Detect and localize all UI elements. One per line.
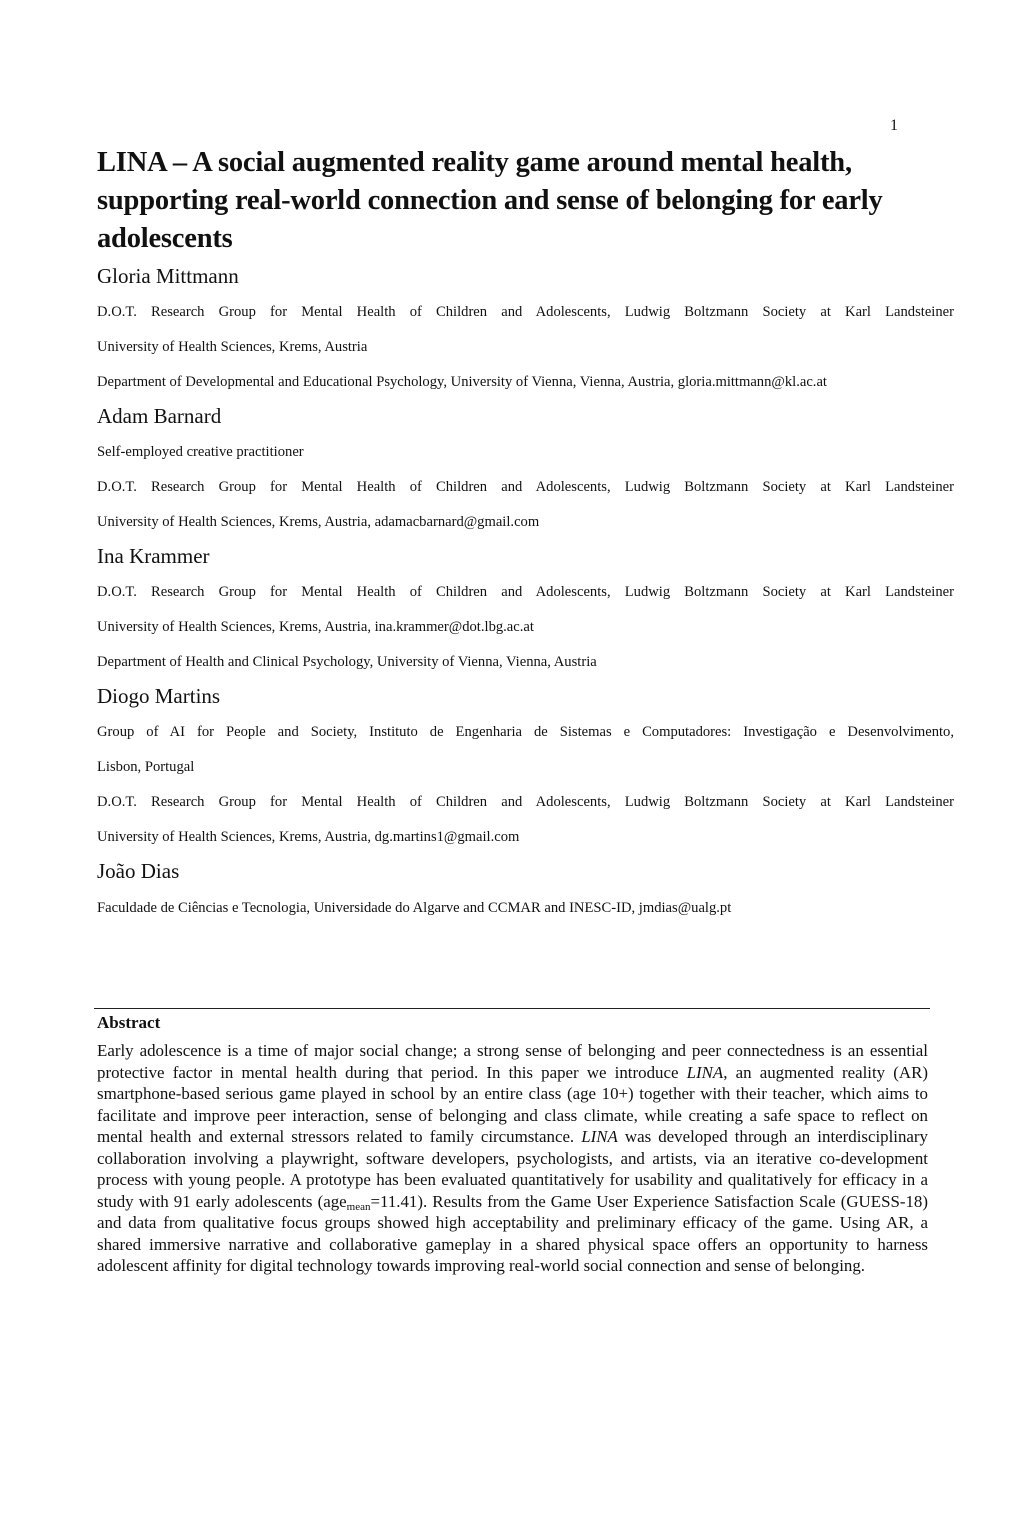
author-name: João Dias — [97, 859, 180, 883]
author-affiliation: University of Health Sciences, Krems, Austria, dg.martins1@gmail.com — [97, 829, 520, 845]
abstract-text: =11.41). Results from the Game User Experience Satisfaction Scale (GUESS-18) and data from qualitative focus groups showed high acceptability and preliminary efficacy of the game. Using AR, a shared immersive narrative and collaborative gameplay in a shared physical space offers an opportunity to harness adolescent affinity for digital technology towards improving real-world social connection and sense of belonging. — [97, 1191, 928, 1275]
author-affiliation: D.O.T. Research Group for Mental Health of Children and Adolescents, Ludwig Boltzmann Society at Karl Landsteiner — [97, 584, 954, 600]
paper-title: LINA – A social augmented reality game around mental health, supporting real-world connection and sense of belonging for early adolescents — [97, 147, 883, 254]
author-affiliation: University of Health Sciences, Krems, Austria, adamacbarnard@gmail.com — [97, 514, 540, 530]
game-name: LINA — [581, 1127, 618, 1146]
author-name: Ina Krammer — [97, 544, 210, 568]
game-name: LINA — [686, 1062, 724, 1082]
author-affiliation: Department of Health and Clinical Psychology, University of Vienna, Vienna, Austria — [97, 654, 597, 670]
abstract-text: Early adolescence is a time of major social change; a strong sense of belonging and peer connectedness is an essential protective factor in mental health during that period. In this paper we introduce — [97, 1041, 928, 1082]
section-divider — [94, 1008, 930, 1009]
abstract-text: , an augmented reality (AR) smartphone-based serious game played in school by an entire class (age 10+) together with their teacher, which aims to facilitate and improve peer interaction, sense of belonging and class climate, while creating a safe space to reflect on mental health and external stressors related to family circumstance. — [97, 1062, 928, 1146]
author-name: Diogo Martins — [97, 684, 221, 708]
author-affiliation: D.O.T. Research Group for Mental Health of Children and Adolescents, Ludwig Boltzmann Society at Karl Landsteiner — [97, 304, 954, 320]
author-affiliation: Self-employed creative practitioner — [97, 444, 304, 460]
author-affiliation: Faculdade de Ciências e Tecnologia, Universidade do Algarve and CCMAR and INESC-ID, jmdias@ualg.pt — [97, 900, 732, 916]
author-affiliation: D.O.T. Research Group for Mental Health of Children and Adolescents, Ludwig Boltzmann Society at Karl Landsteiner — [97, 794, 954, 810]
author-affiliation: Lisbon, Portugal — [97, 759, 195, 775]
abstract-heading: Abstract — [97, 1013, 161, 1032]
author-name: Adam Barnard — [97, 404, 222, 428]
page-number: 1 — [890, 117, 898, 134]
author-affiliation: Group of AI for People and Society, Instituto de Engenharia de Sistemas e Computadores: Investigação e Desenvolvimento, — [97, 724, 954, 740]
age-subscript: mean — [346, 1200, 371, 1213]
author-affiliation: Department of Developmental and Educational Psychology, University of Vienna, Vienna, Austria, gloria.mittmann@kl.ac.at — [97, 374, 827, 390]
author-affiliation: D.O.T. Research Group for Mental Health of Children and Adolescents, Ludwig Boltzmann Society at Karl Landsteiner — [97, 479, 954, 495]
abstract-text: was developed through an interdisciplinary collaboration involving a playwright, software developers, psychologists, and artists, via an iterative co-development process with young people. A prototype has been evaluated quantitatively for usability and qualitatively for efficacy in a study with 91 early adolescents (age — [97, 1127, 929, 1211]
author-name: Gloria Mittmann — [97, 264, 239, 288]
author-affiliation: University of Health Sciences, Krems, Austria — [97, 339, 368, 355]
abstract-body — [97, 1040, 928, 1277]
author-affiliation: University of Health Sciences, Krems, Austria, ina.krammer@dot.lbg.ac.at — [97, 619, 534, 635]
